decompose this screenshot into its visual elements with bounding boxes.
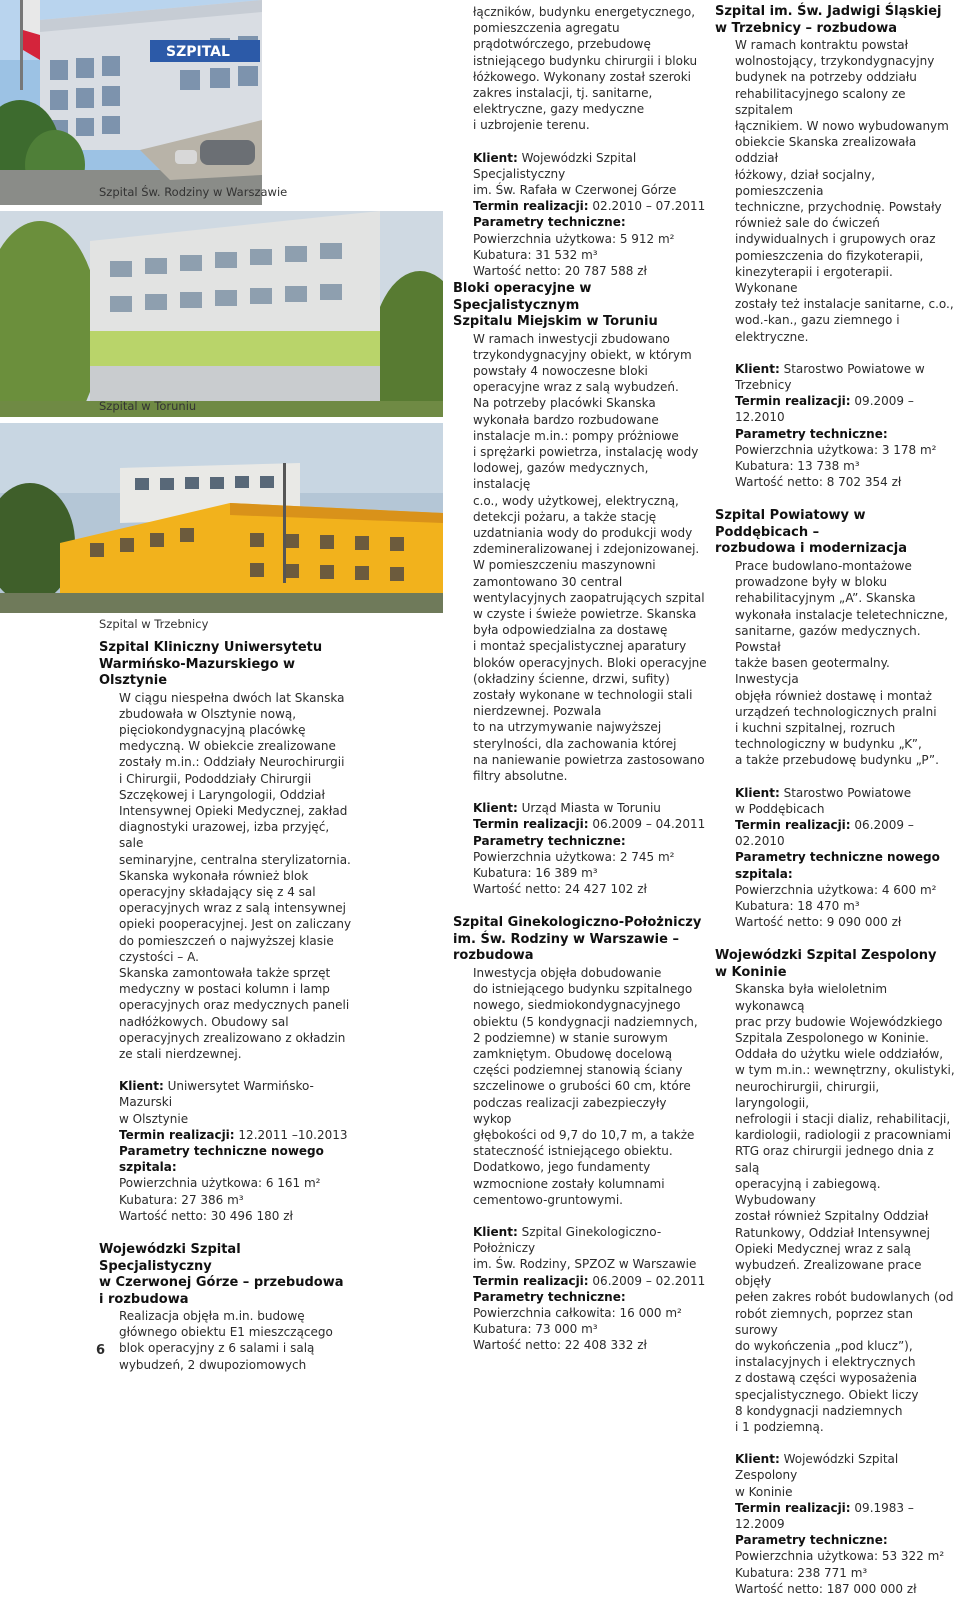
column-1	[99, 640, 354, 1373]
article-title: Szpital Ginekologiczno-Położniczy im. Św. Rodziny w Warszawie – rozbudowa	[453, 915, 702, 964]
article-body: W ramach inwestycji zbudowano trzykondygnacyjny obiekt, w którym powstały 4 nowoczesne bloki operacyjne wraz z salą wybudzeń. Na potrzeby placówki Skanska wykonała bardzo rozbudowane instalacje m.in.: pompy próżniowe i sprężarki powietrza, instalację wody lodowej, gazów medycznych, instalację c.o., wody użytkowej, elektryczną, detekcji pożaru, a także stację uzdatniania wody do produkcji wody zdemineralizowanej i zdejonizowanej. W pomieszczeniu maszynowni zamontowano 30 central wentylacyjnych zaopatrujących szpital w czyste i świeże powietrze. Skanska była odpowiedzialna za dostawę i montaż specjalistycznej aparatury bloków operacyjnych. Bloki operacyjne (okładziny ścienne, drzwi, sufity) zostały wykonane w technologii stali nierdzewnej. Pozwala to na utrzymywanie najwyższej sterylności, dla zachowania której na naniewanie powietrza zastosowano filtry absolutne.	[473, 331, 707, 783]
article-poddebice	[715, 508, 955, 930]
article-body: Prace budowlano-montażowe prowadzone były w bloku rehabilitacyjnym „A”. Skanska wykonała instalacje teletechniczne, sanitarne, gazów medycznych. Powstał także basen geotermalny. Inwestycja objęła również dostawę i montaż urządzeń technologicznych pralni i kuchni szpitalnej, rozruch technologiczny w budynku „K”, a także przebudowę budynku „P”.	[735, 558, 949, 768]
article-body: W ramach kontraktu powstał wolnostojący, trzykondygnacyjny budynek na potrzeby oddziału rehabilitacyjnego scalony ze szpitalem łącznikiem. W nowo wybudowanym obiekcie Skanska zrealizowała oddział łóżkowy, dział socjalny, pomieszczenia techniczne, przychodnię. Powstały również sale do ćwiczeń indywidualnych i grupowych oraz pomieszczenia do fizykoterapii, kinezyterapii i ergoterapii. Wykonane zostały też instalacje sanitarne, c.o., wod.-kan., gazu ziemnego i elektryczne.	[735, 38, 954, 344]
article-meta: Klient: Wojewódzki Szpital Specjalistyczny im. Św. Rafała w Czerwonej Górze Termin realizacji: 02.2010 – 07.2011 Parametry techniczne: Powierzchnia użytkowa: 5 912 m² Kubatura: 31 532 m³ Wartość netto: 20 787 588 zł	[473, 150, 706, 279]
article-konin	[715, 948, 955, 1597]
photo-caption: Szpital w Toruniu	[99, 399, 197, 413]
photo-caption: Szpital w Trzebnicy	[99, 617, 209, 631]
article-body: Inwestycja objęła dobudowanie do istniejącego budynku szpitalnego nowego, siedmiokondygnacyjnego obiektu (5 kondygnacji nadziemnych, 2 podziemne) w stanie surowym zamkniętym. Obudowę docelową części podziemnej stanowią ściany szczelinowe o grubości 60 cm, które podczas realizacji zabezpieczyły wykop głębokości od 9,7 do 10,7 m, a także stateczność istniejącego obiektu. Dodatkowo, jego fundamenty wzmocnione zostały kolumnami cementowo-gruntowymi.	[473, 965, 698, 1207]
article-meta: Klient: Starostwo Powiatowe w Trzebnicy Termin realizacji: 09.2009 – 12.2010 Parametry techniczne: Powierzchnia użytkowa: 3 178 m² Kubatura: 13 738 m³ Wartość netto: 8 702 354 zł	[735, 361, 937, 490]
article-warszawa	[453, 915, 708, 1353]
article-meta: Klient: Starostwo Powiatowe w Poddębicach Termin realizacji: 06.2009 – 02.2010 Parametry techniczne nowego szpitala: Powierzchnia użytkowa: 4 600 m² Kubatura: 18 470 m³ Wartość netto: 9 090 000 zł	[735, 785, 940, 930]
photo-torun-hospital	[0, 211, 443, 417]
column-2	[453, 4, 708, 279]
article-torun	[453, 281, 708, 897]
column-2-lower	[453, 281, 708, 1354]
article-body: łączników, budynku energetycznego, pomieszczenia agregatu prądotwórczego, przebudowę istniejącego budynku chirurgii i bloku łóżkowego. Wykonany został szeroki zakres instalacji, tj. sanitarne, elektryczne, gazy medyczne i uzbrojenie terenu.	[473, 5, 698, 133]
article-olsztyn	[99, 640, 354, 1224]
article-title: Szpital Kliniczny Uniwersytetu Warmińsko-Mazurskiego w Olsztynie	[99, 640, 323, 688]
article-title: Wojewódzki Szpital Zespolony w Koninie	[715, 948, 937, 980]
article-body: Skanska była wieloletnim wykonawcą prac przy budowie Wojewódzkiego Szpitala Zespolonego w Koninie. Oddała do użytku wiele oddziałów, w tym m.in.: wewnętrzny, okulistyki, neurochirurgii, chirurgii, laryngologii, nefrologii i stacji dializ, rehabilitacji, kardiologii, radiologii z pracowniami RTG oraz chirurgii jednego dnia z salą operacyjną i zabiegową. Wybudowany został również Szpitalny Oddział Ratunkowy, Oddział Intensywnej Opieki Medycznej wraz z salą wybudzeń. Zrealizowane prace objęły pełen zakres robót budowlanych (od robót ziemnych, poprzez stan surowy do wykończenia „pod klucz”), instalacyjnych i elektrycznych z dostawą części wyposażenia specjalistycznego. Obiekt liczy 8 kondygnacji nadziemnych i 1 podziemną.	[735, 982, 955, 1434]
column-3	[715, 4, 955, 1597]
building-sign: SZPITAL	[166, 44, 230, 60]
article-title: Wojewódzki Szpital Specjalistyczny w Czerwonej Górze – przebudowa i rozbudowa	[99, 1242, 344, 1307]
article-body: Realizacja objęła m.in. budowę głównego obiektu E1 mieszczącego blok operacyjny z 6 salami i salą wybudzeń, 2 dwupoziomowych	[119, 1309, 333, 1372]
article-czerwona-gora-continued	[453, 4, 708, 279]
article-czerwona-gora	[99, 1242, 354, 1373]
article-meta: Klient: Uniwersytet Warmińsko-Mazurski w Olsztynie Termin realizacji: 12.2011 –10.2013 Parametry techniczne nowego szpitala: Powierzchnia użytkowa: 6 161 m² Kubatura: 27 386 m³ Wartość netto: 30 496 180 zł	[119, 1079, 348, 1223]
article-meta: Klient: Urząd Miasta w Toruniu Termin realizacji: 06.2009 – 04.2011 Parametry techniczne: Powierzchnia użytkowa: 2 745 m² Kubatura: 16 389 m³ Wartość netto: 24 427 102 zł	[473, 801, 706, 897]
photo-caption: Szpital Św. Rodziny w Warszawie	[99, 185, 288, 199]
article-meta: Klient: Szpital Ginekologiczno-Położniczy im. Św. Rodziny, SPZOZ w Warszawie Termin realizacji: 06.2009 – 02.2011 Parametry techniczne: Powierzchnia całkowita: 16 000 m² Kubatura: 73 000 m³ Wartość netto: 22 408 332 zł	[473, 1224, 706, 1353]
article-trzebnica	[715, 4, 955, 490]
photo-warszawa-hospital	[0, 0, 262, 205]
article-title: Szpital im. Św. Jadwigi Śląskiej w Trzebnicy – rozbudowa	[715, 4, 942, 36]
photo-trzebnica-hospital	[0, 423, 443, 613]
article-body: W ciągu niespełna dwóch lat Skanska zbudowała w Olsztynie nową, pięciokondygnacyjną placówkę medyczną. W obiekcie zrealizowane zostały m.in.: Oddziały Neurochirurgii i Chirurgii, Pododdziały Chirurgii Szczękowej i Laryngologii, Oddział Intensywnej Opieki Medycznej, zakład diagnostyki urazowej, izba przyjęć, sale seminaryjne, centralna sterylizatornia. Skanska wykonała również blok operacyjny składający się z 4 sal operacyjnych wraz z salą intensywnej opieki pooperacyjnej. Jest on zaliczany do pomieszczeń o najwyższej klasie czystości – A. Skanska zamontowała także sprzęt medyczny w postaci kolumn i lamp operacyjnych oraz medycznych paneli nadłóżkowych. Obudowy sal operacyjnych zrealizowano z okładzin ze stali nierdzewnej.	[119, 690, 352, 1061]
article-title: Szpital Powiatowy w Poddębicach – rozbudowa i modernizacja	[715, 508, 907, 557]
page-number: 6	[96, 1343, 106, 1358]
article-meta: Klient: Wojewódzki Szpital Zespolony w Koninie Termin realizacji: 09.1983 – 12.2009 Parametry techniczne: Powierzchnia użytkowa: 53 322 m² Kubatura: 238 771 m³ Wartość netto: 187 000 000 zł	[735, 1452, 945, 1596]
article-title: Bloki operacyjne w Specjalistycznym Szpitalu Miejskim w Toruniu	[453, 281, 658, 329]
